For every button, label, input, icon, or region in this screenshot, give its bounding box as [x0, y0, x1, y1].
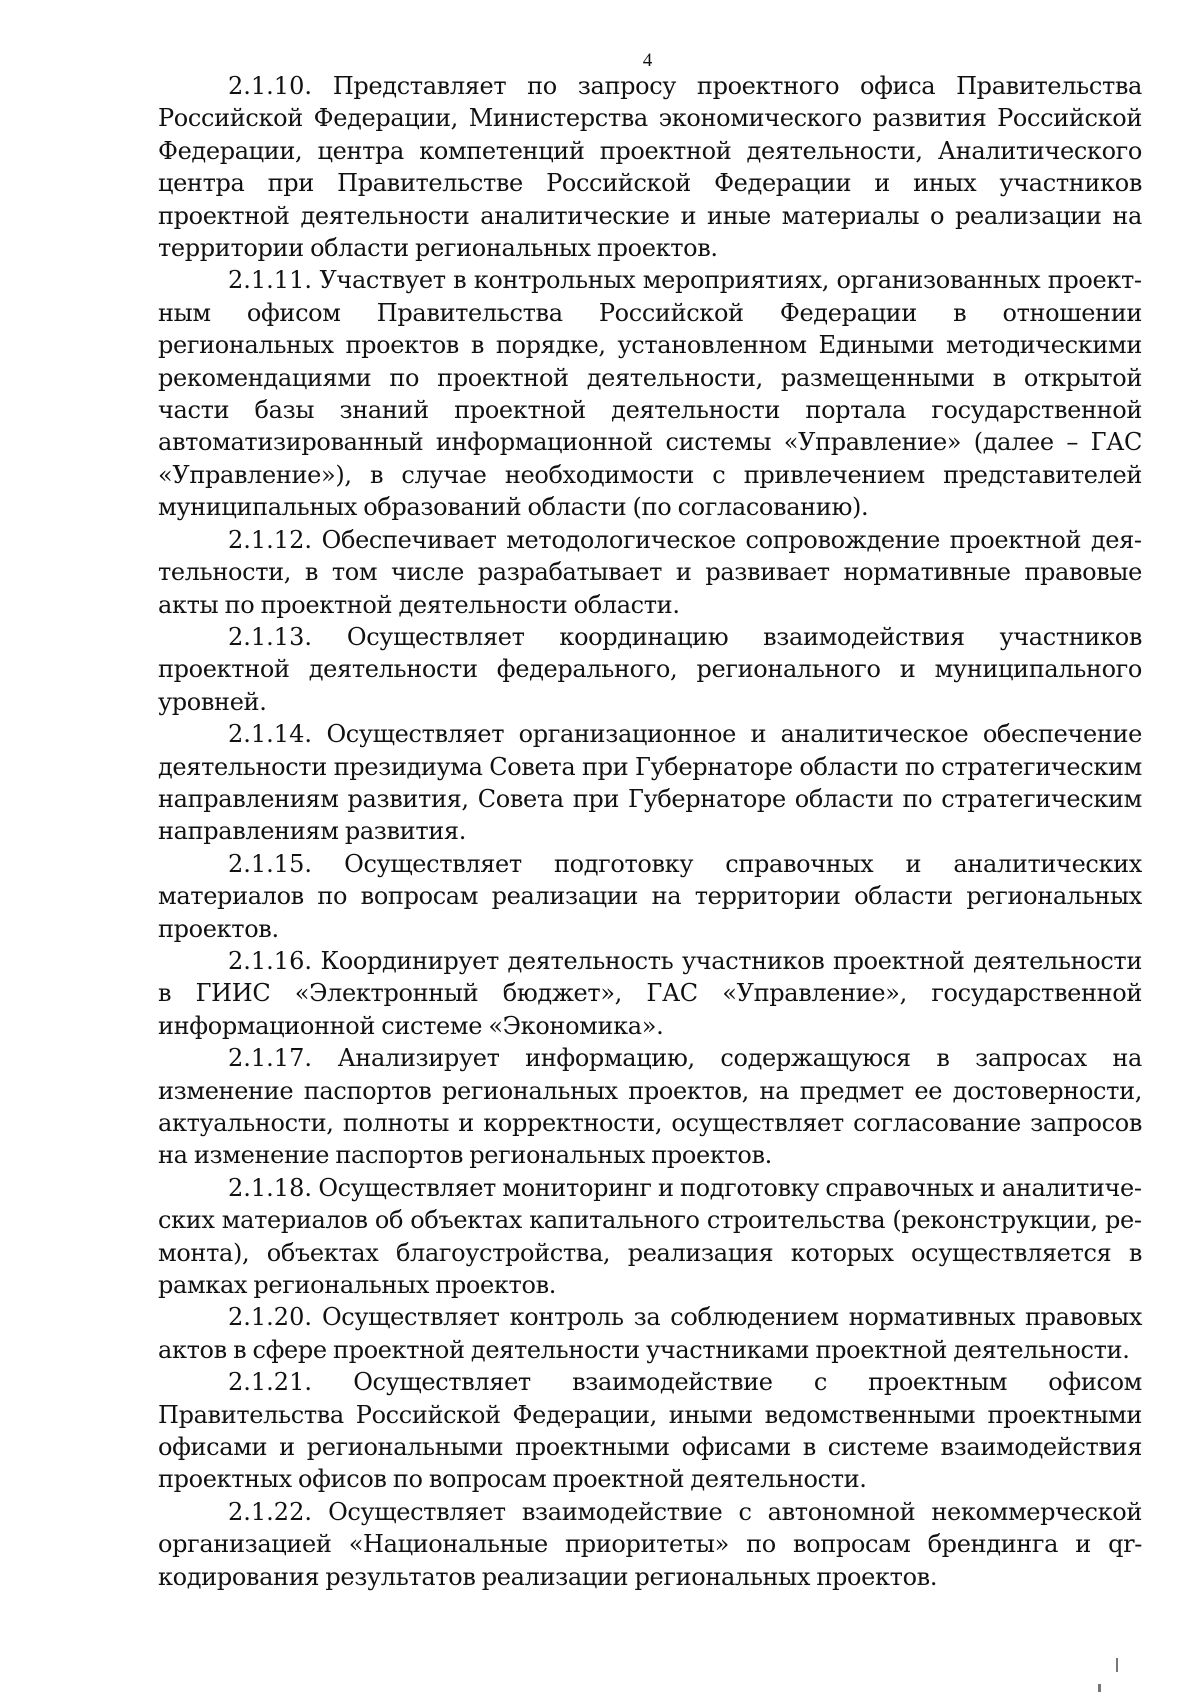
paragraph-number: 2.1.20.	[228, 1303, 312, 1332]
paragraph-2-1-13	[158, 621, 1142, 718]
scan-mark	[1098, 1684, 1101, 1692]
paragraph-number: 2.1.18.	[228, 1173, 312, 1202]
paragraph-2-1-10	[158, 70, 1142, 264]
paragraph-2-1-22	[158, 1496, 1142, 1593]
paragraph-text: Координирует деятельность участников проектной деятельности в ГИИС «Электронный бюджет», ГАС «Управление», государственной информационной системе «Экономика».	[158, 946, 1142, 1040]
paragraph-text: Участвует в контрольных мероприятиях, организованных проектным офисом Правительства Российской Федерации в отношении региональных проектов в порядке, установленном Едиными методическими рекомендациями по проектной деятельности, размещенными в открытой части базы знаний проектной деятельности портала государственной автоматизированный информационной системы «Управление» (далее – ГАС «Управление»), в случае необходимости с привлечением представителей муниципальных образований области (по согласованию).	[158, 266, 1143, 522]
paragraph-number: 2.1.12.	[228, 525, 312, 554]
paragraph-number: 2.1.16.	[228, 946, 312, 975]
page-number: 4	[642, 50, 653, 71]
paragraph-2-1-21	[158, 1366, 1142, 1496]
paragraph-text: Осуществляет взаимодействие с автономной некоммерческой организацией «Национальные приоритеты» по вопросам брендинга и qr-кодирования результатов реализации региональных проектов.	[158, 1497, 1142, 1591]
paragraph-text: Анализирует информацию, содержащуюся в запросах на изменение паспортов региональных проектов, на предмет ее достоверности, актуальности, полноты и корректности, осуществляет согласование запросов на изменение паспортов региональных проектов.	[158, 1044, 1142, 1170]
paragraph-number: 2.1.17.	[228, 1044, 312, 1073]
paragraph-2-1-14	[158, 718, 1142, 848]
paragraph-2-1-11	[158, 264, 1142, 523]
paragraph-2-1-18	[158, 1172, 1142, 1302]
paragraph-number: 2.1.14.	[228, 720, 312, 749]
paragraph-text: Осуществляет взаимодействие с проектным офисом Правительства Российской Федерации, иными ведомственными проектными офисами и региональными проектными офисами в системе взаимодействия проектных офисов по вопросам проектной деятельности.	[158, 1368, 1142, 1494]
paragraph-number: 2.1.21.	[228, 1368, 312, 1397]
paragraph-2-1-15	[158, 848, 1142, 945]
paragraph-number: 2.1.10.	[228, 72, 312, 100]
paragraph-text: Осуществляет мониторинг и подготовку справочных и аналитических материалов об объектах капитального строительства (реконструкции, ремонта), объектах благоустройства, реализация которых осуществляется в рамках региональных проектов.	[158, 1173, 1143, 1300]
paragraph-text: Осуществляет координацию взаимодействия участников проектной деятельности федерального, регионального и муниципального уровней.	[158, 622, 1142, 716]
paragraph-2-1-16	[158, 945, 1142, 1042]
paragraph-text: Обеспечивает методологическое сопровождение проектной деятельности, в том числе разрабатывает и развивает нормативные правовые акты по проектной деятельности области.	[158, 525, 1143, 619]
paragraph-number: 2.1.11.	[228, 266, 312, 295]
paragraph-text: Осуществляет контроль за соблюдением нормативных правовых актов в сфере проектной деятельности участниками проектной деятельности.	[158, 1303, 1143, 1364]
document-body	[158, 70, 1142, 1593]
paragraph-number: 2.1.22.	[228, 1497, 312, 1526]
paragraph-text: Осуществляет организационное и аналитическое обеспечение деятельности президиума Совета при Губернаторе области по стратегическим направлениям развития, Совета при Губернаторе области по стратегическим направлениям развития.	[158, 720, 1142, 846]
scan-mark	[1116, 1658, 1118, 1672]
paragraph-2-1-12	[158, 524, 1142, 621]
paragraph-text: Представляет по запросу проектного офиса Правительства Российской Федерации, Министерства экономического развития Российской Федерации, центра компетенций проектной деятельности, Аналитического центра при Правительстве Российской Федерации и иных участников проектной деятельности аналитические и иные материалы о реализации на территории области региональных проектов.	[158, 72, 1142, 263]
paragraph-number: 2.1.13.	[228, 622, 312, 651]
paragraph-2-1-17	[158, 1042, 1142, 1172]
paragraph-number: 2.1.15.	[228, 849, 312, 878]
paragraph-2-1-20	[158, 1301, 1142, 1366]
paragraph-text: Осуществляет подготовку справочных и аналитических материалов по вопросам реализации на территории области региональных проектов.	[158, 849, 1142, 943]
